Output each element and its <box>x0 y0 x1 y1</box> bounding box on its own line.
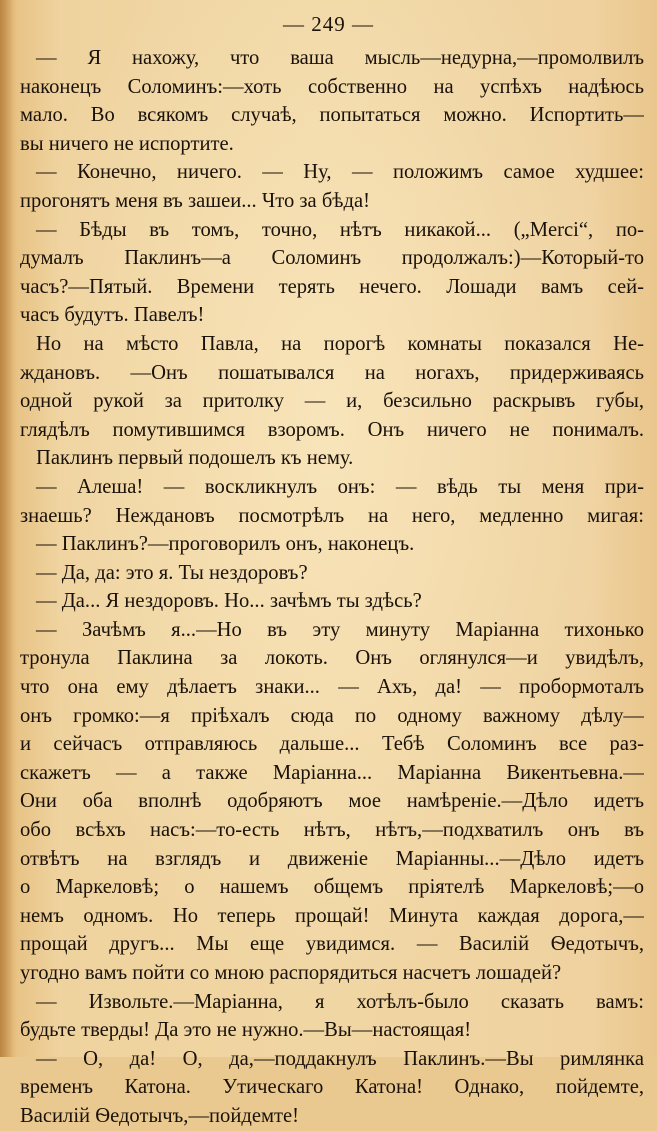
text-line: — Зачѣмъ я...—Но въ эту минуту Маріанна тихонько <box>36 618 644 641</box>
text-line: знаешь? Неждановъ посмотрѣлъ на него, медленно мигая: <box>20 504 644 527</box>
text-line: временъ Катона. Утическаго Катона! Однако, пойдемте, <box>20 1076 644 1099</box>
page-number: — 249 — <box>283 12 374 36</box>
text-line: — О, да! О, да,—поддакнулъ Паклинъ.—Вы римлянка <box>36 1047 644 1070</box>
text-line: онъ громко:—я пріѣхалъ сюда по одному важному дѣлу— <box>20 704 644 727</box>
text-line: наконецъ Соломинъ:—хоть собственно на успѣхъ надѣюсь <box>20 75 644 98</box>
text-line: обо всѣхъ насъ:—то-есть нѣтъ, нѣтъ,—подхватилъ онъ въ <box>20 819 644 842</box>
text-line: — Я нахожу, что ваша мысль—недурна,—промолвилъ <box>36 47 644 69</box>
text-line: глядѣлъ помутившимся взоромъ. Онъ ничего не понималъ. <box>20 418 644 441</box>
text-line: мало. Во всякомъ случаѣ, попытаться можно. Испортить— <box>20 104 644 127</box>
body-text <box>20 44 644 1131</box>
text-line: ждановъ. —Онъ пошатывался на ногахъ, придерживаясь <box>20 361 644 384</box>
text-line: угодно вамъ пойти со мною распорядиться насчетъ лошадей? <box>20 962 562 984</box>
text-line: — Конечно, ничего. — Ну, — положимъ самое худшее: <box>36 161 644 184</box>
text-line: — Извольте.—Маріанна, я хотѣлъ-было сказать вамъ: <box>36 990 644 1013</box>
text-line: — Алеша! — воскликнулъ онъ: — вѣдь ты меня при- <box>36 475 644 498</box>
text-line: немъ одномъ. Но теперь прощай! Минута каждая дорога,— <box>20 904 644 927</box>
text-line: и сейчасъ отправляюсь дальше... Тебѣ Соломинъ все раз- <box>20 733 644 756</box>
text-line: прогонятъ меня въ зашеи... Что за бѣда! <box>20 189 370 212</box>
text-line: одной рукой за притолку — и, безсильно раскрывъ губы, <box>20 390 644 413</box>
text-line: — Бѣды въ томъ, точно, нѣтъ никакой... („Merci“, по- <box>36 218 644 241</box>
page-edge-shadow <box>0 0 14 1057</box>
text-line: что она ему дѣлаетъ знаки... — Ахъ, да! — пробормоталъ <box>20 676 644 699</box>
text-line: Паклинъ первый подошелъ къ нему. <box>36 447 354 470</box>
text-line: — Да... Я нездоровъ. Но... зачѣмъ ты здѣсь? <box>36 590 422 613</box>
text-line: Они оба вполнѣ одобряютъ мое намѣреніе.—Дѣло идетъ <box>20 790 644 813</box>
text-line: Но на мѣсто Павла, на порогѣ комнаты показался Не- <box>36 332 644 355</box>
text-line: прощай другъ... Мы еще увидимся. — Василій Ѳедотычъ, <box>20 933 644 956</box>
text-line: Василій Ѳедотычъ,—пойдемте! <box>20 1104 300 1127</box>
text-line: думалъ Паклинъ—а Соломинъ продолжалъ:)—Который-то <box>20 247 644 270</box>
text-line: вы ничего не испортите. <box>20 132 234 155</box>
text-line: о Маркеловѣ; о нашемъ общемъ пріятелѣ Маркеловѣ;—о <box>20 876 644 899</box>
text-line: отвѣтъ на взглядъ и движеніе Маріанны...—Дѣло идетъ <box>20 847 644 870</box>
text-line: скажетъ — а также Маріанна... Маріанна Викентьевна.— <box>20 761 644 784</box>
text-line: будьте тверды! Да это не нужно.—Вы—настоящая! <box>20 1019 472 1042</box>
text-line: часъ будутъ. Павелъ! <box>20 304 205 327</box>
text-line: — Паклинъ?—проговорилъ онъ, наконецъ. <box>36 533 415 556</box>
text-line: — Да, да: это я. Ты нездоровъ? <box>36 561 308 584</box>
text-line: часъ?—Пятый. Времени терять нечего. Лошади вамъ сей- <box>20 275 644 298</box>
text-line: тронула Паклина за локоть. Онъ оглянулся—и увидѣлъ, <box>20 647 644 670</box>
